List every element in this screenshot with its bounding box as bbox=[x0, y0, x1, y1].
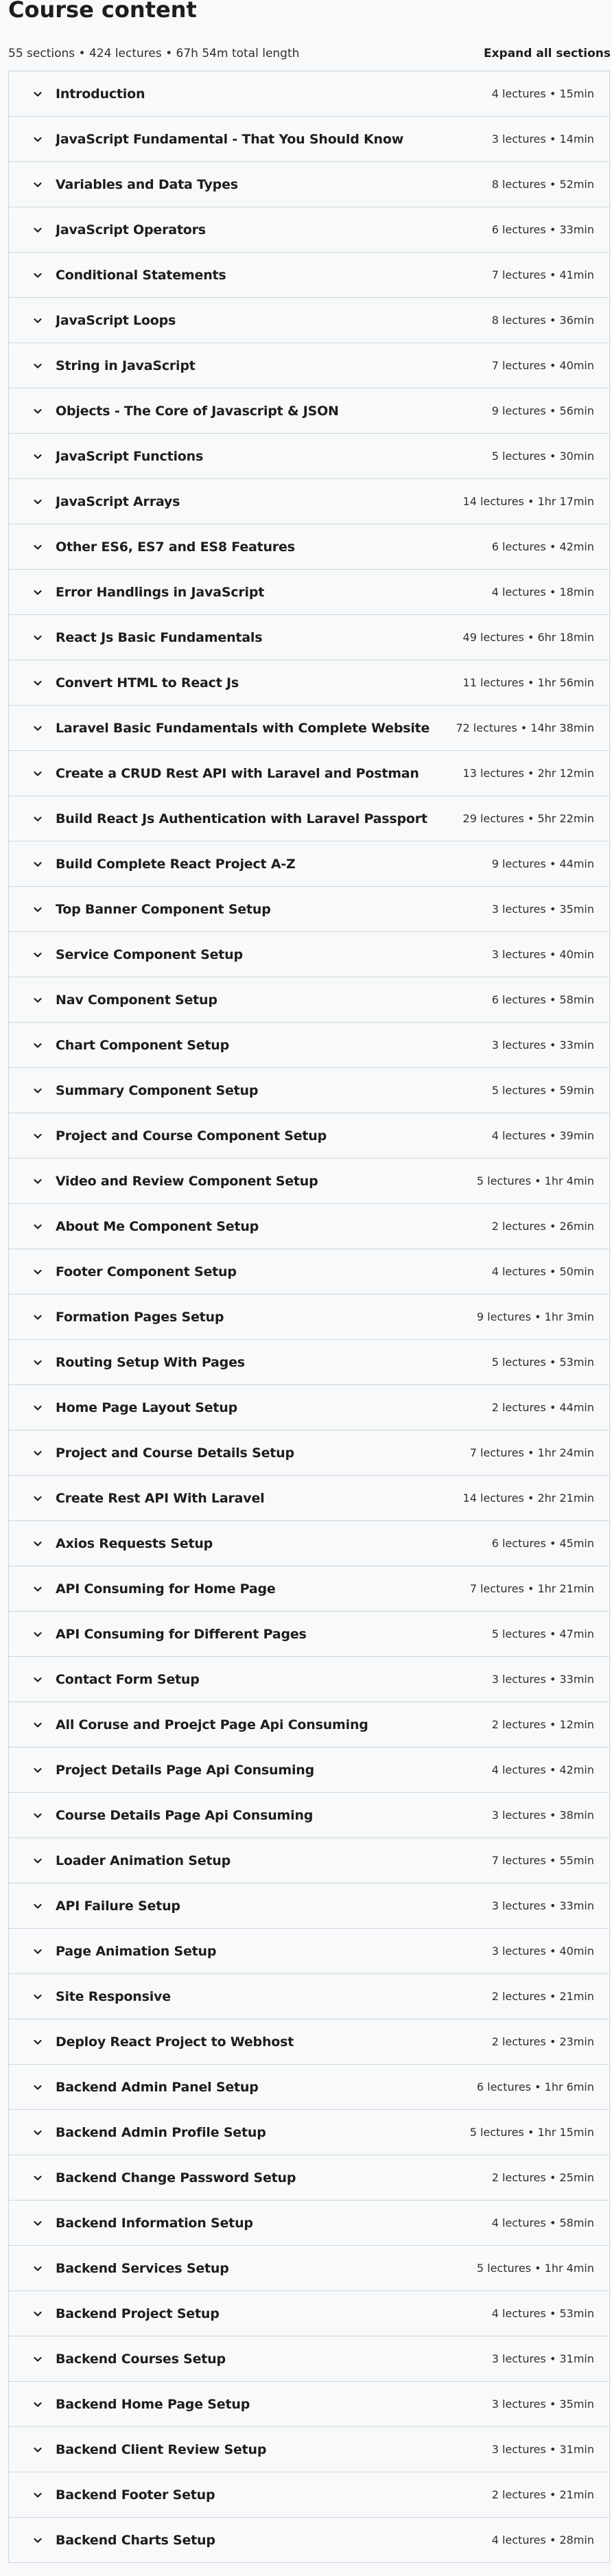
section-header[interactable] bbox=[9, 2155, 609, 2201]
section-meta: 2 lectures • 12min bbox=[491, 1718, 594, 1731]
section-meta: 11 lectures • 1hr 56min bbox=[462, 676, 594, 689]
section-meta: 7 lectures • 40min bbox=[491, 359, 594, 372]
chevron-down-icon bbox=[32, 859, 43, 870]
section-title: Create Rest API With Laravel bbox=[56, 1490, 265, 1506]
section-title: Home Page Layout Setup bbox=[56, 1400, 237, 1415]
chevron-down-icon bbox=[32, 1765, 43, 1776]
section-header[interactable] bbox=[9, 1929, 609, 1974]
section-meta: 6 lectures • 42min bbox=[491, 540, 594, 553]
section-meta: 7 lectures • 55min bbox=[491, 1854, 594, 1867]
section-header[interactable] bbox=[9, 1974, 609, 2019]
section-meta: 9 lectures • 44min bbox=[491, 857, 594, 870]
chevron-down-icon bbox=[32, 496, 43, 507]
section-meta: 9 lectures • 56min bbox=[491, 404, 594, 417]
section-title: Axios Requests Setup bbox=[56, 1535, 213, 1551]
section-header[interactable] bbox=[9, 2291, 609, 2336]
section-meta: 3 lectures • 31min bbox=[491, 2443, 594, 2456]
section-header[interactable] bbox=[9, 1748, 609, 1793]
section-meta: 6 lectures • 33min bbox=[491, 223, 594, 236]
section-title: Summary Component Setup bbox=[56, 1082, 259, 1098]
section-header[interactable] bbox=[9, 343, 609, 388]
section-header[interactable] bbox=[9, 615, 609, 660]
section-header[interactable] bbox=[9, 1838, 609, 1883]
section-title: Contact Form Setup bbox=[56, 1671, 200, 1687]
expand-all-sections-button[interactable]: Expand all sections bbox=[483, 47, 611, 60]
section-meta: 7 lectures • 1hr 24min bbox=[469, 1446, 594, 1459]
section-meta: 4 lectures • 58min bbox=[491, 2216, 594, 2229]
chevron-down-icon bbox=[32, 768, 43, 779]
chevron-down-icon bbox=[32, 1357, 43, 1368]
section-header[interactable] bbox=[9, 1702, 609, 1748]
section-header[interactable] bbox=[9, 1204, 609, 1249]
section-header[interactable] bbox=[9, 751, 609, 796]
section-header[interactable] bbox=[9, 524, 609, 570]
chevron-down-icon bbox=[32, 723, 43, 734]
chevron-down-icon bbox=[32, 995, 43, 1006]
chevron-down-icon bbox=[32, 1493, 43, 1504]
chevron-down-icon bbox=[32, 2263, 43, 2274]
chevron-down-icon bbox=[32, 89, 43, 100]
chevron-down-icon bbox=[32, 1946, 43, 1957]
section-header[interactable] bbox=[9, 2110, 609, 2155]
chevron-down-icon bbox=[32, 1583, 43, 1594]
chevron-down-icon bbox=[32, 406, 43, 417]
section-title: Backend Footer Setup bbox=[56, 2487, 215, 2503]
section-title: Backend Services Setup bbox=[56, 2260, 229, 2276]
section-title: Service Component Setup bbox=[56, 947, 243, 962]
sections-list bbox=[8, 71, 610, 2563]
chevron-down-icon bbox=[32, 1402, 43, 1413]
section-header[interactable] bbox=[9, 2201, 609, 2246]
section-meta: 4 lectures • 28min bbox=[491, 2533, 594, 2546]
section-meta: 4 lectures • 50min bbox=[491, 1265, 594, 1278]
section-meta: 5 lectures • 59min bbox=[491, 1084, 594, 1097]
section-title: Deploy React Project to Webhost bbox=[56, 2034, 294, 2050]
course-summary-bar bbox=[8, 45, 612, 62]
section-header[interactable] bbox=[9, 570, 609, 615]
section-header[interactable] bbox=[9, 434, 609, 479]
section-title: Build React Js Authentication with Laravel Passport bbox=[56, 811, 427, 826]
section-meta: 9 lectures • 1hr 3min bbox=[476, 1310, 594, 1323]
section-meta: 72 lectures • 14hr 38min bbox=[456, 721, 594, 734]
section-header[interactable] bbox=[9, 1385, 609, 1430]
section-title: All Coruse and Proejct Page Api Consuming bbox=[56, 1717, 368, 1732]
section-title: JavaScript Fundamental - That You Should Know bbox=[56, 131, 404, 147]
section-meta: 2 lectures • 44min bbox=[491, 1401, 594, 1414]
chevron-down-icon bbox=[32, 1991, 43, 2002]
section-title: Nav Component Setup bbox=[56, 992, 217, 1008]
section-title: Objects - The Core of Javascript & JSON bbox=[56, 403, 339, 419]
section-title: Backend Charts Setup bbox=[56, 2532, 215, 2548]
chevron-down-icon bbox=[32, 2308, 43, 2319]
section-header[interactable] bbox=[9, 2246, 609, 2291]
chevron-down-icon bbox=[32, 1629, 43, 1640]
section-title: Footer Component Setup bbox=[56, 1264, 237, 1279]
section-title: Backend Admin Profile Setup bbox=[56, 2124, 266, 2140]
section-header[interactable] bbox=[9, 2427, 609, 2472]
section-title: API Failure Setup bbox=[56, 1898, 180, 1914]
section-header[interactable] bbox=[9, 253, 609, 298]
section-header[interactable] bbox=[9, 162, 609, 207]
section-header[interactable] bbox=[9, 2336, 609, 2382]
section-header[interactable] bbox=[9, 1249, 609, 1295]
chevron-down-icon bbox=[32, 1538, 43, 1549]
section-title: Backend Admin Panel Setup bbox=[56, 2079, 259, 2095]
section-title: Course Details Page Api Consuming bbox=[56, 1807, 314, 1823]
section-title: JavaScript Operators bbox=[56, 222, 206, 237]
section-meta: 8 lectures • 36min bbox=[491, 314, 594, 327]
section-meta: 3 lectures • 33min bbox=[491, 1673, 594, 1686]
section-header[interactable] bbox=[9, 1430, 609, 1476]
section-meta: 4 lectures • 18min bbox=[491, 585, 594, 599]
section-title: Project and Course Component Setup bbox=[56, 1128, 327, 1144]
section-title: Introduction bbox=[56, 86, 145, 102]
section-title: Top Banner Component Setup bbox=[56, 901, 271, 917]
section-header[interactable] bbox=[9, 1883, 609, 1929]
chevron-down-icon bbox=[32, 1901, 43, 1912]
section-title: API Consuming for Different Pages bbox=[56, 1626, 307, 1642]
section-header[interactable] bbox=[9, 1521, 609, 1566]
section-meta: 4 lectures • 39min bbox=[491, 1129, 594, 1142]
chevron-down-icon bbox=[32, 587, 43, 598]
section-header[interactable] bbox=[9, 2019, 609, 2065]
section-meta: 8 lectures • 52min bbox=[491, 178, 594, 191]
section-title: React Js Basic Fundamentals bbox=[56, 629, 263, 645]
section-meta: 2 lectures • 23min bbox=[491, 2035, 594, 2048]
section-header[interactable] bbox=[9, 298, 609, 343]
section-title: Backend Courses Setup bbox=[56, 2351, 226, 2367]
section-meta: 4 lectures • 15min bbox=[491, 87, 594, 100]
chevron-down-icon bbox=[32, 1266, 43, 1277]
section-title: Page Animation Setup bbox=[56, 1943, 217, 1959]
section-title: Backend Home Page Setup bbox=[56, 2396, 250, 2412]
section-meta: 5 lectures • 47min bbox=[491, 1627, 594, 1640]
section-meta: 49 lectures • 6hr 18min bbox=[462, 631, 594, 644]
section-title: Routing Setup With Pages bbox=[56, 1354, 245, 1370]
section-meta: 2 lectures • 21min bbox=[491, 2488, 594, 2501]
chevron-down-icon bbox=[32, 2444, 43, 2455]
section-meta: 3 lectures • 33min bbox=[491, 1038, 594, 1052]
chevron-down-icon bbox=[32, 270, 43, 281]
section-title: Conditional Statements bbox=[56, 267, 226, 283]
chevron-down-icon bbox=[32, 360, 43, 371]
section-header[interactable] bbox=[9, 207, 609, 253]
chevron-down-icon bbox=[32, 2037, 43, 2047]
chevron-down-icon bbox=[32, 2172, 43, 2183]
section-title: Backend Project Setup bbox=[56, 2306, 220, 2321]
chevron-down-icon bbox=[32, 1130, 43, 1141]
section-title: API Consuming for Home Page bbox=[56, 1581, 276, 1597]
section-title: JavaScript Loops bbox=[56, 312, 176, 328]
section-header[interactable] bbox=[9, 71, 609, 117]
section-meta: 13 lectures • 2hr 12min bbox=[462, 767, 594, 780]
chevron-down-icon bbox=[32, 224, 43, 235]
section-title: Variables and Data Types bbox=[56, 176, 238, 192]
chevron-down-icon bbox=[32, 813, 43, 824]
course-summary: 55 sections • 424 lectures • 67h 54m total length bbox=[8, 47, 300, 60]
chevron-down-icon bbox=[32, 1040, 43, 1051]
chevron-down-icon bbox=[32, 179, 43, 190]
section-header[interactable] bbox=[9, 1793, 609, 1838]
section-title: Project Details Page Api Consuming bbox=[56, 1762, 314, 1778]
section-meta: 3 lectures • 35min bbox=[491, 903, 594, 916]
section-meta: 3 lectures • 40min bbox=[491, 1945, 594, 1958]
chevron-down-icon bbox=[32, 1085, 43, 1096]
section-meta: 3 lectures • 14min bbox=[491, 132, 594, 146]
section-header[interactable] bbox=[9, 479, 609, 524]
section-meta: 29 lectures • 5hr 22min bbox=[462, 812, 594, 825]
section-header[interactable] bbox=[9, 1159, 609, 1204]
section-meta: 3 lectures • 35min bbox=[491, 2398, 594, 2411]
chevron-down-icon bbox=[32, 315, 43, 326]
chevron-down-icon bbox=[32, 2082, 43, 2093]
section-header[interactable] bbox=[9, 2065, 609, 2110]
section-meta: 2 lectures • 21min bbox=[491, 1990, 594, 2003]
section-meta: 5 lectures • 30min bbox=[491, 450, 594, 463]
section-header[interactable] bbox=[9, 2382, 609, 2427]
chevron-down-icon bbox=[32, 632, 43, 643]
section-header[interactable] bbox=[9, 977, 609, 1023]
section-header[interactable] bbox=[9, 706, 609, 751]
section-header[interactable] bbox=[9, 1476, 609, 1521]
section-meta: 4 lectures • 53min bbox=[491, 2307, 594, 2320]
section-meta: 5 lectures • 1hr 4min bbox=[476, 2262, 594, 2275]
chevron-down-icon bbox=[32, 2127, 43, 2138]
section-meta: 7 lectures • 41min bbox=[491, 268, 594, 281]
section-title: Chart Component Setup bbox=[56, 1037, 230, 1053]
section-meta: 3 lectures • 38min bbox=[491, 1809, 594, 1822]
section-meta: 14 lectures • 2hr 21min bbox=[462, 1492, 594, 1505]
section-meta: 5 lectures • 1hr 4min bbox=[476, 1174, 594, 1187]
chevron-down-icon bbox=[32, 542, 43, 553]
section-header[interactable] bbox=[9, 1612, 609, 1657]
section-header[interactable] bbox=[9, 117, 609, 162]
section-meta: 3 lectures • 33min bbox=[491, 1899, 594, 1912]
section-title: String in JavaScript bbox=[56, 358, 196, 373]
section-meta: 6 lectures • 58min bbox=[491, 993, 594, 1006]
section-header[interactable] bbox=[9, 1068, 609, 1113]
section-meta: 2 lectures • 25min bbox=[491, 2171, 594, 2184]
chevron-down-icon bbox=[32, 2218, 43, 2229]
section-meta: 5 lectures • 1hr 15min bbox=[469, 2126, 594, 2139]
chevron-down-icon bbox=[32, 2399, 43, 2410]
section-header[interactable] bbox=[9, 660, 609, 706]
section-title: Loader Animation Setup bbox=[56, 1853, 231, 1868]
section-title: Error Handlings in JavaScript bbox=[56, 584, 265, 600]
section-title: Video and Review Component Setup bbox=[56, 1173, 318, 1189]
section-title: Site Responsive bbox=[56, 1988, 171, 2004]
chevron-down-icon bbox=[32, 2354, 43, 2365]
section-title: Backend Information Setup bbox=[56, 2215, 253, 2231]
section-title: About Me Component Setup bbox=[56, 1218, 259, 1234]
chevron-down-icon bbox=[32, 1448, 43, 1459]
section-meta: 4 lectures • 42min bbox=[491, 1763, 594, 1776]
chevron-down-icon bbox=[32, 1176, 43, 1187]
section-meta: 6 lectures • 1hr 6min bbox=[476, 2080, 594, 2093]
section-header[interactable] bbox=[9, 887, 609, 932]
chevron-down-icon bbox=[32, 2490, 43, 2500]
section-title: Other ES6, ES7 and ES8 Features bbox=[56, 539, 295, 555]
section-meta: 7 lectures • 1hr 21min bbox=[469, 1582, 594, 1595]
section-title: JavaScript Arrays bbox=[56, 494, 180, 509]
section-title: JavaScript Functions bbox=[56, 448, 204, 464]
section-header[interactable] bbox=[9, 1566, 609, 1612]
section-header[interactable] bbox=[9, 932, 609, 977]
chevron-down-icon bbox=[32, 1312, 43, 1323]
section-title: Laravel Basic Fundamentals with Complete Website bbox=[56, 720, 430, 736]
chevron-down-icon bbox=[32, 1855, 43, 1866]
section-header[interactable] bbox=[9, 796, 609, 842]
section-header[interactable] bbox=[9, 1295, 609, 1340]
section-header[interactable] bbox=[9, 1113, 609, 1159]
page-title: Course content bbox=[8, 0, 197, 23]
section-header[interactable] bbox=[9, 1340, 609, 1385]
section-title: Convert HTML to React Js bbox=[56, 675, 239, 691]
section-title: Project and Course Details Setup bbox=[56, 1445, 294, 1461]
section-header[interactable] bbox=[9, 388, 609, 434]
section-meta: 2 lectures • 26min bbox=[491, 1220, 594, 1233]
section-header[interactable] bbox=[9, 2518, 609, 2563]
section-header[interactable] bbox=[9, 2472, 609, 2518]
chevron-down-icon bbox=[32, 949, 43, 960]
section-title: Create a CRUD Rest API with Laravel and Postman bbox=[56, 765, 419, 781]
chevron-down-icon bbox=[32, 451, 43, 462]
chevron-down-icon bbox=[32, 1719, 43, 1730]
section-title: Backend Change Password Setup bbox=[56, 2170, 296, 2185]
section-meta: 3 lectures • 31min bbox=[491, 2352, 594, 2365]
section-title: Build Complete React Project A-Z bbox=[56, 856, 296, 872]
section-title: Formation Pages Setup bbox=[56, 1309, 224, 1325]
chevron-down-icon bbox=[32, 134, 43, 145]
chevron-down-icon bbox=[32, 1221, 43, 1232]
section-meta: 14 lectures • 1hr 17min bbox=[462, 495, 594, 508]
chevron-down-icon bbox=[32, 1810, 43, 1821]
section-meta: 3 lectures • 40min bbox=[491, 948, 594, 961]
section-meta: 5 lectures • 53min bbox=[491, 1356, 594, 1369]
chevron-down-icon bbox=[32, 677, 43, 688]
chevron-down-icon bbox=[32, 904, 43, 915]
section-header[interactable] bbox=[9, 842, 609, 887]
chevron-down-icon bbox=[32, 1674, 43, 1685]
section-title: Backend Client Review Setup bbox=[56, 2441, 267, 2457]
section-header[interactable] bbox=[9, 1023, 609, 1068]
section-header[interactable] bbox=[9, 1657, 609, 1702]
chevron-down-icon bbox=[32, 2535, 43, 2546]
section-meta: 6 lectures • 45min bbox=[491, 1537, 594, 1550]
